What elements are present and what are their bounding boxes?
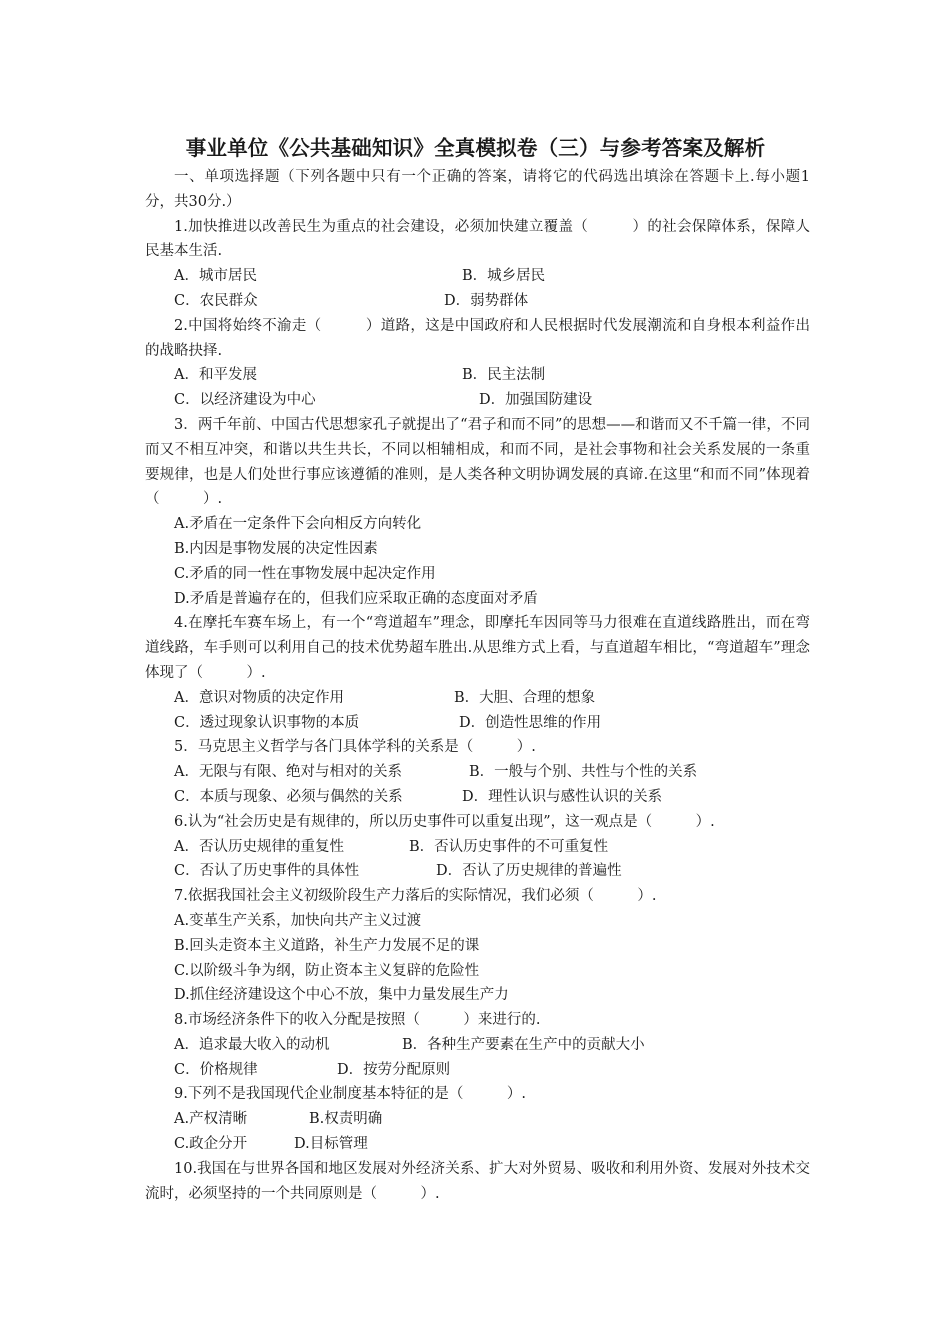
option-row <box>145 264 810 289</box>
page-title: 事业单位《公共基础知识》全真模拟卷（三）与参考答案及解析 <box>185 136 766 160</box>
option-c: C.政企分开 <box>174 1136 248 1153</box>
option-c: C.以阶级斗争为纲，防止资本主义复辟的危险性 <box>174 962 480 979</box>
question-stem: 8.市场经济条件下的收入分配是按照（ ）来进行的. <box>174 1012 541 1029</box>
option-a: A.矛盾在一定条件下会向相反方向转化 <box>174 516 422 533</box>
option-b: B．城乡居民 <box>462 268 546 285</box>
option-row <box>145 686 810 711</box>
option-row <box>145 1058 810 1083</box>
option-a: A．追求最大收入的动机 <box>174 1036 330 1053</box>
option-b: B．大胆、合理的想象 <box>454 689 596 706</box>
option-a: A.变革生产关系，加快向共产主义过渡 <box>174 912 422 929</box>
option-a: A．否认历史规律的重复性 <box>174 838 344 855</box>
option-d: D.抓住经济建设这个中心不放，集中力量发展生产力 <box>174 987 509 1004</box>
question-stem: 6.认为“社会历史是有规律的，所以历史事件可以重复出现”，这一观点是（ ）. <box>174 813 715 830</box>
question-stem: 9.下列不是我国现代企业制度基本特征的是（ ）. <box>174 1086 526 1103</box>
option-c: C．价格规律 <box>174 1061 258 1078</box>
option-b: B．各种生产要素在生产中的贡献大小 <box>402 1036 645 1053</box>
option-row <box>145 760 810 785</box>
option-c: C．本质与现象、必须与偶然的关系 <box>174 788 403 805</box>
question-8 <box>145 1008 810 1082</box>
document-page <box>145 134 810 1206</box>
option-row <box>145 1033 810 1058</box>
option-d: D．弱势群体 <box>444 292 529 309</box>
option-d: D．创造性思维的作用 <box>459 714 602 731</box>
option-row <box>145 711 810 736</box>
option-d: D.矛盾是普遍存在的，但我们应采取正确的态度面对矛盾 <box>174 590 538 607</box>
option-row <box>145 363 810 388</box>
question-stem: 5．马克思主义哲学与各门具体学科的关系是（ ）. <box>174 739 536 756</box>
option-a: A．意识对物质的决定作用 <box>174 689 344 706</box>
option-a: A.产权清晰 <box>174 1111 248 1128</box>
option-b: B.回头走资本主义道路，补生产力发展不足的课 <box>174 937 480 954</box>
option-b: B.内因是事物发展的决定性因素 <box>174 540 378 557</box>
question-stem: 1.加快推进以改善民生为重点的社会建设，必须加快建立覆盖（ ）的社会保障体系，保障人民基本生活. <box>145 218 810 260</box>
question-2 <box>145 314 810 413</box>
option-c: C．否认了历史事件的具体性 <box>174 863 360 880</box>
option-a: A．和平发展 <box>174 367 257 384</box>
option-row <box>145 785 810 810</box>
question-3 <box>145 413 810 611</box>
question-9 <box>145 1082 810 1156</box>
option-d: D．按劳分配原则 <box>337 1061 451 1078</box>
question-6 <box>145 810 810 884</box>
section-intro: 一、单项选择题（下列各题中只有一个正确的答案，请将它的代码选出填涂在答题卡上.每小题1分，共30分.） <box>145 169 810 210</box>
question-stem: 7.依据我国社会主义初级阶段生产力落后的实际情况，我们必须（ ）. <box>174 888 657 905</box>
option-c: C.矛盾的同一性在事物发展中起决定作用 <box>174 565 436 582</box>
option-b: B.权责明确 <box>309 1111 383 1128</box>
question-5 <box>145 735 810 809</box>
question-stem: 10.我国在与世界各国和地区发展对外经济关系、扩大对外贸易、吸收和利用外资、发展对外技术交流时，必须坚持的一个共同原则是（ ）. <box>145 1160 810 1202</box>
option-d: D．理性认识与感性认识的关系 <box>462 788 663 805</box>
option-d: D.目标管理 <box>294 1136 368 1153</box>
question-stem: 4.在摩托车赛车场上，有一个“弯道超车”理念，即摩托车因同等马力很难在直道线路胜出，而在弯道线路，车手则可以利用自己的技术优势超车胜出.从思维方式上看，与直道超车相比，“弯道超车”理念体现了（ ）. <box>145 615 810 681</box>
option-c: C．农民群众 <box>174 292 258 309</box>
question-7 <box>145 884 810 1008</box>
option-b: B．民主法制 <box>462 367 546 384</box>
option-row <box>145 1107 810 1132</box>
option-row <box>145 1132 810 1157</box>
question-10 <box>145 1157 810 1207</box>
option-b: B．一般与个别、共性与个性的关系 <box>469 764 698 781</box>
option-c: C．透过现象认识事物的本质 <box>174 714 360 731</box>
question-stem: 2.中国将始终不渝走（ ）道路，这是中国政府和人民根据时代发展潮流和自身根本利益作出的战略抉择. <box>145 317 810 359</box>
option-c: C．以经济建设为中心 <box>174 392 316 409</box>
option-row <box>145 289 810 314</box>
option-d: D．否认了历史规律的普遍性 <box>436 863 622 880</box>
option-row <box>145 835 810 860</box>
option-a: A．无限与有限、绝对与相对的关系 <box>174 764 402 781</box>
option-a: A．城市居民 <box>174 268 257 285</box>
question-4 <box>145 611 810 735</box>
option-d: D．加强国防建设 <box>479 392 593 409</box>
question-stem: 3．两千年前、中国古代思想家孔子就提出了“君子和而不同”的思想——和谐而又不千篇一律，不同而又不相互冲突，和谐以共生共长，不同以相辅相成，和而不同，是社会事物和社会关系发展的一条重要规律，也是人们处世行事应该遵循的准则，是人类各种文明协调发展的真谛.在这里“和而不同”体现着（ ）. <box>145 416 810 508</box>
question-1 <box>145 215 810 314</box>
option-row <box>145 859 810 884</box>
option-row <box>145 388 810 413</box>
option-b: B．否认历史事件的不可重复性 <box>409 838 609 855</box>
